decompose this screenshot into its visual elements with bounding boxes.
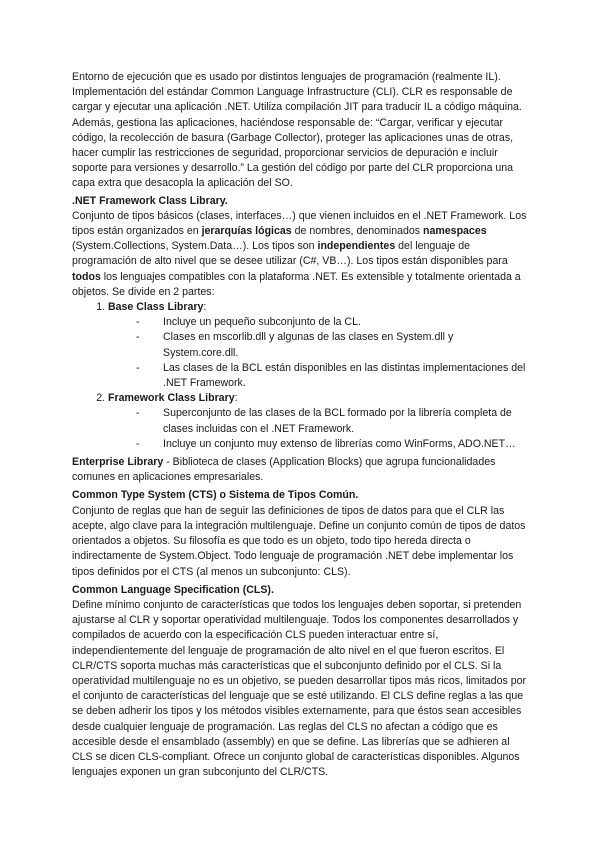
list-item: - Incluye un pequeño subconjunto de la CL. bbox=[136, 315, 530, 330]
list-item: 2. Framework Class Library: - Superconjunto de las clases de la BCL formado por la librería completa de clases incluidas con el .NET Framework. - Incluye un conjunto muy extenso de librerías como WinForms, ADO.NET… bbox=[108, 391, 530, 452]
fcl-bullets bbox=[108, 406, 530, 452]
fcl-paragraph: Conjunto de tipos básicos (clases, interfaces…) que vienen incluidos en el .NET Framework. Los tipos están organizados en jerarquías lógicas de nombres, denominados namespaces (System.Collections, System.Data…). Los tipos son independientes del lenguaje de programación de alto nivel que se desee utilizar (C#, VB…). Los tipos están disponibles para todos los lenguajes compatibles con la plataforma .NET. Es extensible y totalmente orientada a objetos. Se divide en 2 partes: bbox=[72, 209, 527, 298]
list-item: - Clases en mscorlib.dll y algunas de las clases en System.dll y System.core.dll. bbox=[136, 330, 530, 360]
enterprise-paragraph: Enterprise Library - Biblioteca de clases (Application Blocks) que agrupa funcionalidades comunes en aplicaciones empresariales. bbox=[72, 456, 496, 484]
cts-paragraph: Conjunto de reglas que han de seguir las definiciones de tipos de datos para que el CLR las acepte, algo clave para la integración multilenguaje. Define un conjunto común de tipos de datos orientados a objetos. Su filosofía es que todo es un objeto, todo tipo hereda directa o indirectamente de System.Object. Todo lenguaje de programación .NET debe implementar los tipos definidos por el CTS (al menos un subconjunto: CLS). bbox=[72, 504, 526, 578]
bcl-bullets bbox=[108, 315, 530, 391]
fcl-parts-list bbox=[72, 300, 530, 452]
fcl-heading: .NET Framework Class Library. bbox=[72, 194, 228, 207]
cls-heading: Common Language Specification (CLS). bbox=[72, 583, 274, 596]
list-item: - Incluye un conjunto muy extenso de librerías como WinForms, ADO.NET… bbox=[136, 437, 530, 452]
document-page bbox=[72, 70, 530, 782]
cts-heading: Common Type System (CTS) o Sistema de Tipos Común. bbox=[72, 489, 359, 502]
cls-paragraph: Define mínimo conjunto de características que todos los lenguajes deben soportar, si pretenden ajustarse al CLR y soportar operatividad multilenguaje. Todos los componentes desarrollados y compilados de acuerdo con la especificación CLS pueden interactuar entre sí, independientemente del lenguaje de programación de alto nivel en el que fueron escritos. El CLR/CTS soporta muchas más características que el subconjunto definido por el CLS. Si la operatividad multilenguaje no es un objetivo, se pueden desarrollar tipos más ricos, limitados por el conjunto de características del lenguaje que se esté utilizando. El CLS define reglas a las que se deben adherir los tipos y los métodos visibles externamente, para que éstos sean accesibles desde cualquier lenguaje de programación. Las reglas del CLS no afectan a código que es accesible desde el ensamblado (assembly) en que se define. Las librerías que se adhieren al CLS se dicen CLS-compliant. Ofrece un conjunto global de características disponibles. Algunos lenguajes exponen un gran subconjunto del CLR/CTS. bbox=[72, 598, 527, 779]
list-item: - Superconjunto de las clases de la BCL formado por la librería completa de clases incluidas con el .NET Framework. bbox=[136, 406, 530, 436]
list-item: - Las clases de la BCL están disponibles en las distintas implementaciones del .NET Framework. bbox=[136, 361, 530, 391]
clr-paragraph: Entorno de ejecución que es usado por distintos lenguajes de programación (realmente IL). Implementación del estándar Common Language Infrastructure (CLI). CLR es responsable de cargar y ejecutar una aplicación .NET. Utiliza compilación JIT para traducir IL a código máquina. Además, gestiona las aplicaciones, haciéndose responsable de: “Cargar, verificar y ejecutar código, la recolección de basura (Garbage Collector), proteger las aplicaciones unas de otras, hacer cumplir las restricciones de seguridad, proporcionar servicios de depuración e incluir soporte para versiones y desarrollo.” La gestión del código por parte del CLR proporciona una capa extra que desacopla la aplicación del SO. bbox=[72, 71, 522, 190]
list-item: 1. Base Class Library: - Incluye un pequeño subconjunto de la CL. - Clases en mscorlib.dll y algunas de las clases en System.dll y System.core.dll. - Las clases de la BCL están disponibles en las distintas implementaciones del .NET Framework. bbox=[108, 300, 530, 391]
